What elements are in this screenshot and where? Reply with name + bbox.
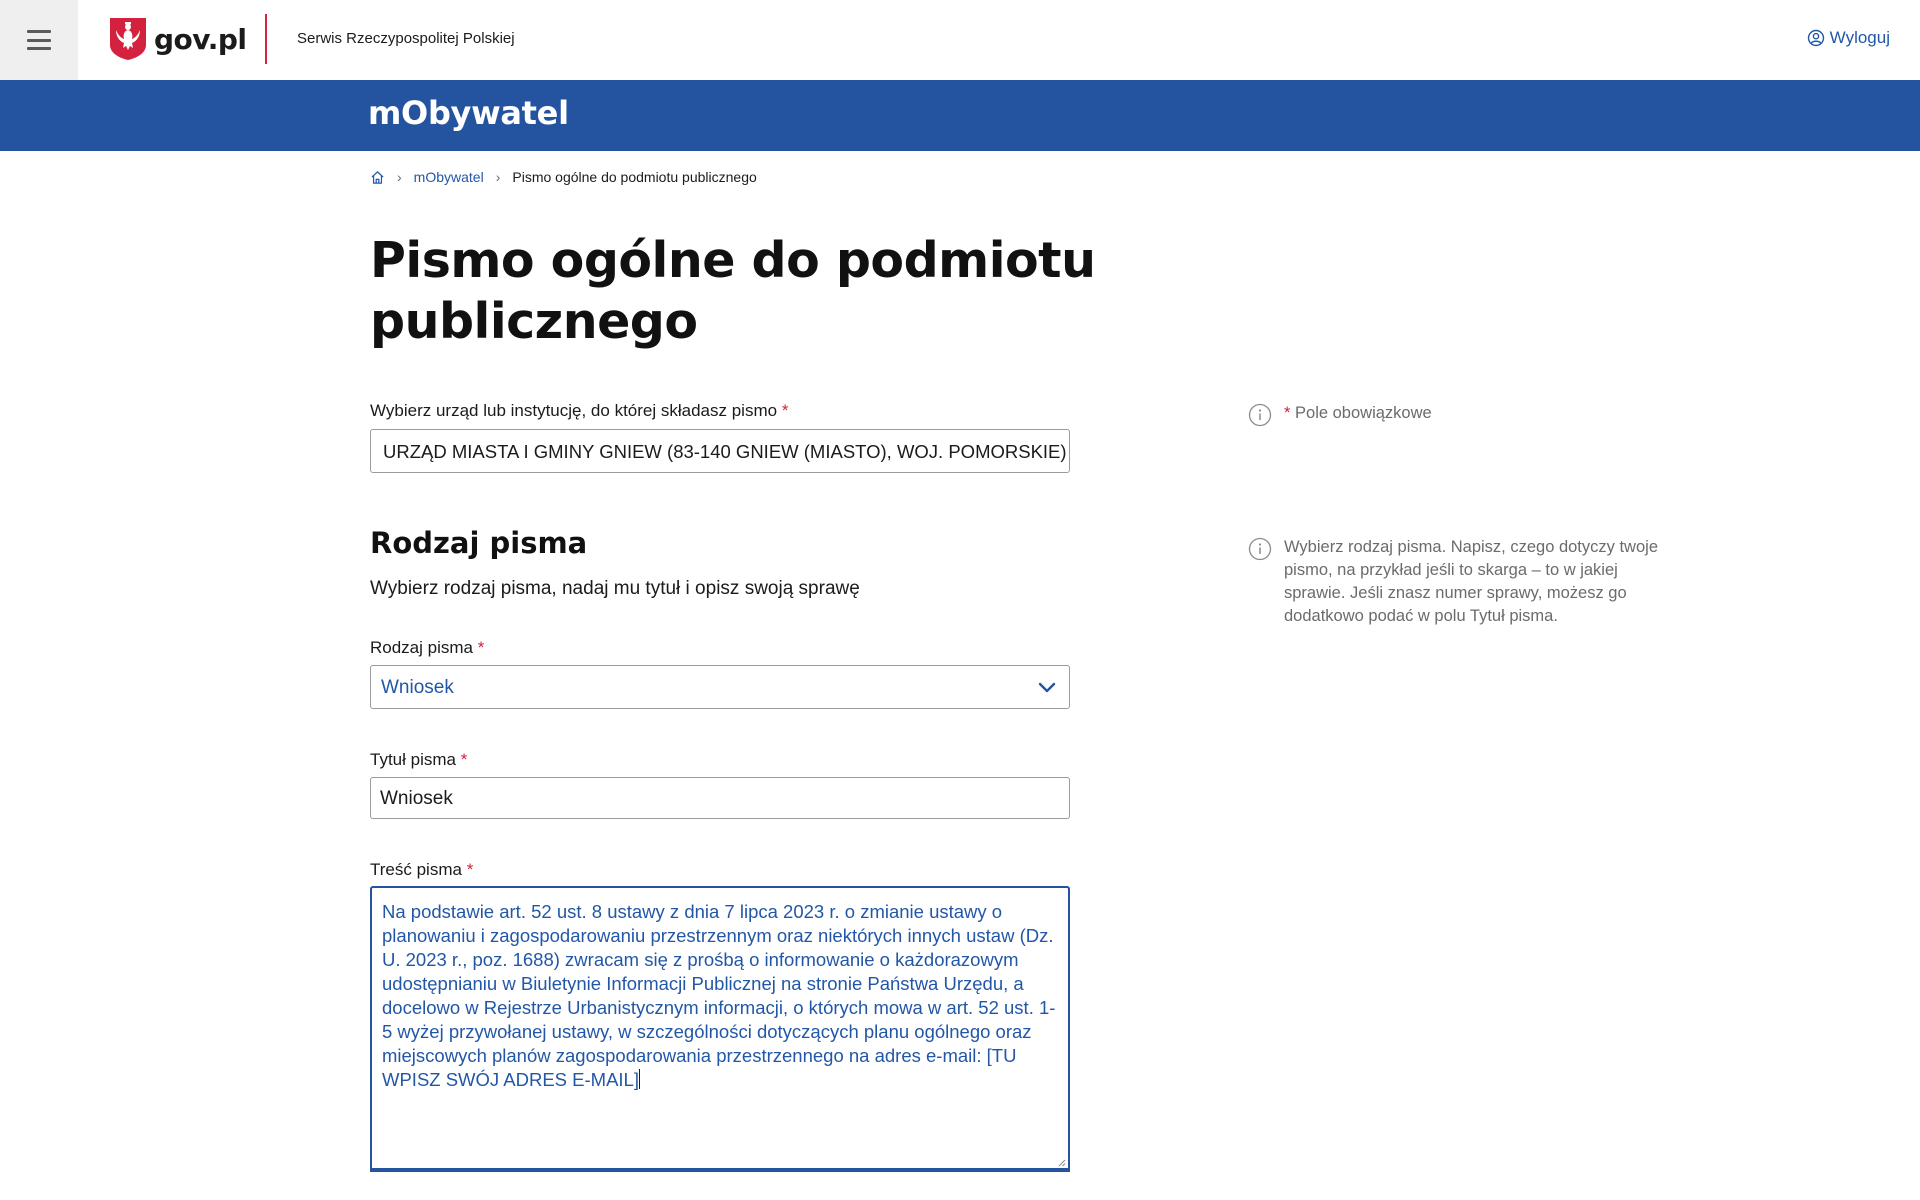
required-marker: *	[1284, 404, 1291, 422]
letter-title-label-text: Tytuł pisma	[370, 750, 456, 769]
required-marker: *	[466, 860, 474, 879]
logout-label: Wyloguj	[1829, 28, 1890, 47]
required-info	[1248, 402, 1432, 427]
text-caret	[639, 1069, 640, 1089]
letter-body-textarea[interactable]	[370, 886, 1070, 1171]
gov-pl-logo[interactable]	[109, 16, 247, 62]
letter-body-label	[370, 860, 473, 880]
service-band	[0, 80, 1920, 151]
letter-type-select[interactable]	[370, 665, 1070, 709]
chevron-down-icon	[1037, 679, 1057, 697]
polish-eagle-emblem-icon	[109, 17, 147, 61]
resize-handle-icon[interactable]	[1057, 1158, 1066, 1167]
institution-label	[370, 401, 788, 421]
letter-body-text: Na podstawie art. 52 ust. 8 ustawy z dnia 7 lipca 2023 r. o zmianie ustawy o planowaniu i zagospodarowaniu przestrzennym oraz niektórych innych ustaw (Dz. U. 2023 r., poz. 1688) zwracam się z prośbą o informowanie o każdorazowym udostępnianiu w Biuletynie Informacji Publicznej na stronie Państwa Urzędu, a docelowo w Rejestrze Urbanistycznym informacji, o których mowa w art. 52 ust. 1-5 wyżej przywołanej ustawy, w szczególności dotyczących planu ogólnego oraz miejscowych planów zagospodarowania przestrzennego na adres e-mail: [TU WPISZ SWÓJ ADRES E-MAIL]	[382, 901, 1056, 1090]
chevron-right-icon: ›	[495, 169, 501, 185]
header-divider	[265, 14, 267, 64]
home-icon	[370, 170, 385, 185]
service-title[interactable]: mObywatel	[368, 94, 569, 132]
info-icon	[1248, 537, 1272, 561]
breadcrumb-home[interactable]	[370, 170, 385, 185]
letter-type-label-text: Rodzaj pisma	[370, 638, 473, 657]
user-icon	[1807, 29, 1825, 47]
hamburger-icon	[27, 30, 51, 50]
section-title: Rodzaj pisma	[370, 526, 588, 560]
section-subtitle: Wybierz rodzaj pisma, nadaj mu tytuł i opisz swoją sprawę	[370, 578, 860, 599]
letter-type-value: Wniosek	[381, 677, 454, 698]
letter-type-label	[370, 638, 484, 658]
top-bar	[0, 0, 1920, 80]
service-name: Serwis Rzeczypospolitej Polskiej	[297, 30, 515, 47]
letter-body-label-text: Treść pisma	[370, 860, 462, 879]
info-icon	[1248, 403, 1272, 427]
letter-title-input[interactable]: Wniosek	[370, 777, 1070, 819]
chevron-right-icon: ›	[397, 169, 402, 185]
required-marker: *	[460, 750, 468, 769]
menu-button[interactable]	[0, 0, 78, 80]
required-marker: *	[477, 638, 485, 657]
letter-title-label	[370, 750, 467, 770]
breadcrumb-current: Pismo ogólne do podmiotu publicznego	[512, 169, 757, 185]
breadcrumb-mobywatel[interactable]: mObywatel	[413, 169, 484, 185]
institution-label-text: Wybierz urząd lub instytucję, do której składasz pismo	[370, 401, 778, 420]
required-note: Pole obowiązkowe	[1295, 404, 1432, 422]
letter-type-hint: Wybierz rodzaj pisma. Napisz, czego dotyczy twoje pismo, na przykład jeśli to skarga – to w jakiej sprawie. Jeśli znasz numer sprawy, możesz go dodatkowo podać w polu Tytuł pisma.	[1284, 538, 1658, 625]
focus-indicator	[370, 1168, 1070, 1172]
page-title: Pismo ogólne do podmiotu publicznego	[370, 232, 1096, 350]
logo-text: gov.pl	[154, 22, 247, 56]
logout-link[interactable]	[1807, 28, 1890, 48]
institution-input[interactable]: URZĄD MIASTA I GMINY GNIEW (83-140 GNIEW (MIASTO), WOJ. POMORSKIE)	[370, 429, 1070, 473]
breadcrumb	[370, 169, 757, 185]
letter-type-info	[1248, 536, 1668, 628]
required-marker: *	[781, 401, 789, 420]
